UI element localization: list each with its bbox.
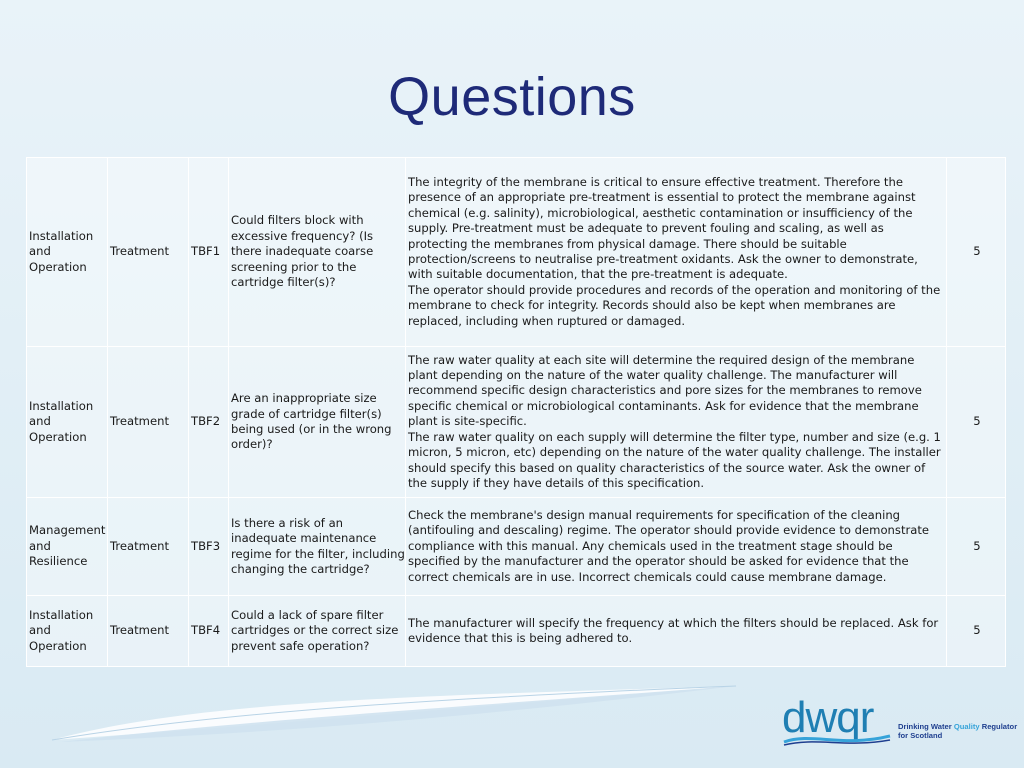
guidance-cell: The manufacturer will specify the frequency at which the filters should be replaced. Ask for evidence that this is being adhered to. [406,596,947,667]
logo-wave-icon [782,732,892,746]
question-cell: Are an inappropriate size grade of cartridge filter(s) being used (or in the wrong order)? [229,347,406,498]
decorative-swoosh [0,680,760,768]
area-cell: Installation and Operation [27,158,108,347]
score-cell: 5 [947,158,1006,347]
score-cell: 5 [947,347,1006,498]
category-cell: Treatment [108,158,189,347]
question-cell: Could filters block with excessive frequency? (Is there inadequate coarse screening prior to the cartridge filter(s)? [229,158,406,347]
ref-cell: TBF2 [189,347,229,498]
guidance-cell: Check the membrane's design manual requirements for specification of the cleaning (antifouling and descaling) regime. The operator should provide evidence to demonstrate compliance with this manual. Any chemicals used in the treatment stage should be specified by the manufacturer and the operator should be asked for evidence that the correct chemicals are in use. Incorrect chemicals could cause membrane damage. [406,498,947,596]
category-cell: Treatment [108,596,189,667]
category-cell: Treatment [108,498,189,596]
ref-cell: TBF3 [189,498,229,596]
logo-tagline: Drinking Water Quality Regulator for Scotland [898,722,1018,740]
ref-cell: TBF4 [189,596,229,667]
guidance-cell: The integrity of the membrane is critical to ensure effective treatment. Therefore the presence of an appropriate pre-treatment is essential to protect the membrane against chemical (e.g. salinity), microbiological, aesthetic contamination or insufficiency of the supply. Pre-treatment must be adequate to prevent fouling and scaling, as well as protecting the membranes from physical damage. There should be suitable protection/screens to neutralise pre-treatment oxidants. Ask the owner to demonstrate, with suitable documentation, that the pre-treatment is adequate. The operator should provide procedures and records of the operation and monitoring of the membrane to check for integrity. Records should also be kept when membranes are replaced, including when ruptured or damaged. [406,158,947,347]
question-cell: Could a lack of spare filter cartridges or the correct size prevent safe operation? [229,596,406,667]
table-row [27,596,1006,667]
ref-cell: TBF1 [189,158,229,347]
area-cell: Installation and Operation [27,596,108,667]
logo-wordmark: dwqr [782,693,874,742]
table-row [27,347,1006,498]
score-cell: 5 [947,498,1006,596]
dwqr-logo [782,693,1018,748]
area-cell: Management and Resilience [27,498,108,596]
question-cell: Is there a risk of an inadequate maintenance regime for the filter, including changing the cartridge? [229,498,406,596]
table-row [27,498,1006,596]
questions-table [26,157,1006,667]
table-row [27,158,1006,347]
guidance-cell: The raw water quality at each site will determine the required design of the membrane plant depending on the nature of the water quality challenge. The manufacturer will recommend specific design characteristics and pore sizes for the membranes to remove specific chemical or microbiological contaminants. Ask for evidence that the membrane plant is site-specific. The raw water quality on each supply will determine the filter type, number and size (e.g. 1 micron, 5 micron, etc) depending on the nature of the water quality challenge. The installer should specify this based on quality characteristics of the source water. Ask the owner of the supply if they have details of this specification. [406,347,947,498]
category-cell: Treatment [108,347,189,498]
page-title: Questions [388,67,636,127]
score-cell: 5 [947,596,1006,667]
area-cell: Installation and Operation [27,347,108,498]
